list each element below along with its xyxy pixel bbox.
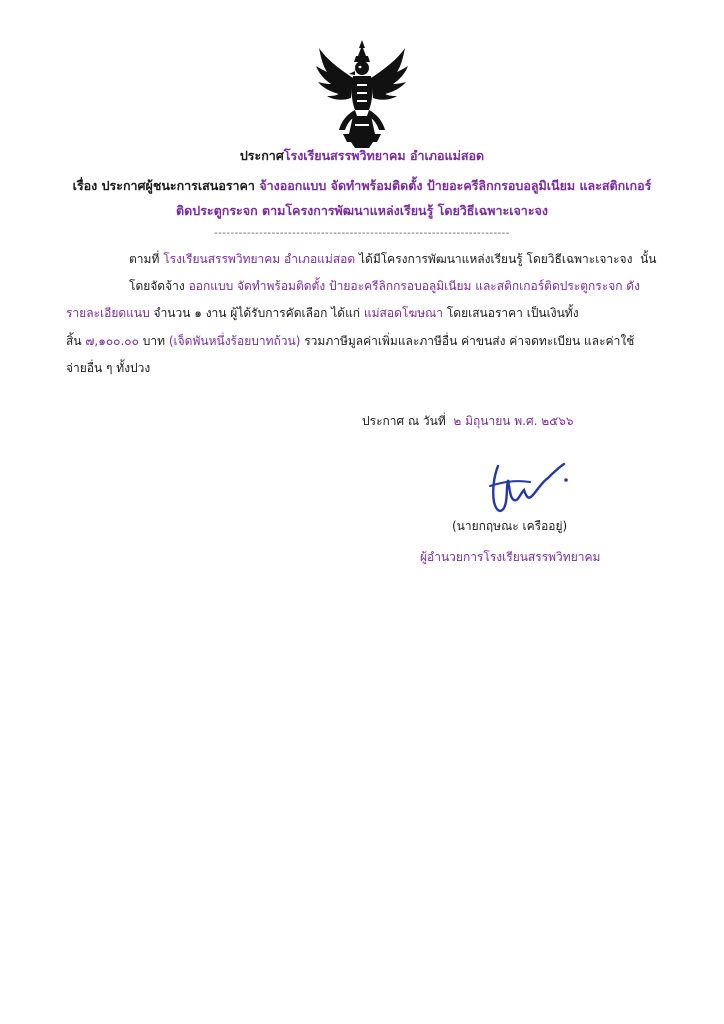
- price-in-words: (เจ็ดพันหนึ่งร้อยบาทถ้วน): [168, 334, 301, 348]
- winner-name: แม่สอดโฆษณา: [363, 306, 444, 320]
- body-text: ได้มีโครงการพัฒนาแหล่งเรียนรู้ โดยวิธีเฉพาะเจาะจง: [358, 252, 633, 266]
- subject-detail: จ้างออกแบบ จัดทำพร้อมติดตั้ง ป้ายอะครีลิกกรอบอลูมิเนียม และสติกเกอร์: [259, 178, 652, 193]
- body-text: สิ้น: [66, 334, 82, 348]
- body-text: นั้น: [640, 252, 657, 266]
- price-amount: ๗,๑๐๐.๐๐: [85, 334, 139, 348]
- body-text: ตามที่: [129, 252, 160, 266]
- subject-line-2: ติดประตูกระจก ตามโครงการพัฒนาแหล่งเรียนรู้ โดยวิธีเฉพาะเจาะจง: [176, 203, 548, 218]
- announce-prefix: ประกาศ ณ วันที่: [362, 414, 446, 428]
- body-line-4: [66, 332, 634, 351]
- body-line-3: [66, 304, 579, 323]
- announce-date: ๒ มิถุนายน พ.ศ. ๒๕๖๖: [453, 414, 574, 428]
- body-line-5: จ่ายอื่น ๆ ทั้งปวง: [66, 361, 151, 375]
- announcement-title: [20, 146, 704, 166]
- body-text: บาท: [142, 334, 166, 348]
- subject-prefix: เรื่อง ประกาศผู้ชนะการเสนอราคา: [72, 178, 255, 193]
- signer-position: ผู้อำนวยการโรงเรียนสรรพวิทยาคม: [420, 550, 601, 564]
- body-text: จำนวน ๑ งาน ผู้ได้รับการคัดเลือก ได้แก่: [153, 306, 361, 320]
- body-text: โดยจัดจ้าง: [129, 279, 185, 293]
- announce-date-line: [362, 412, 573, 431]
- body-line-1: [129, 250, 657, 269]
- body-line-2: [129, 277, 640, 296]
- garuda-emblem-icon: [313, 38, 411, 150]
- separator-line: ------------------------------------------------------------------------: [214, 228, 510, 239]
- body-text: รวมภาษีมูลค่าเพิ่มและภาษีอื่น ค่าขนส่ง ค่าจดทะเบียน และค่าใช้: [304, 334, 635, 348]
- body-attachment: รายละเอียดแนบ: [66, 306, 150, 320]
- handwritten-signature: [486, 456, 576, 518]
- body-work-detail: ออกแบบ จัดทำพร้อมติดตั้ง ป้ายอะครีลิกกรอบอลูมิเนียม และสติกเกอร์ติดประตูกระจก ดัง: [188, 279, 640, 293]
- body-text: โดยเสนอราคา เป็นเงินทั้ง: [446, 306, 579, 320]
- signer-name: (นายกฤษณะ เครืออยู่): [452, 519, 568, 533]
- subject-line-1: [20, 176, 704, 196]
- school-name: โรงเรียนสรรพวิทยาคม อำเภอแม่สอด: [283, 148, 485, 163]
- title-prefix: ประกาศ: [239, 148, 284, 163]
- body-school-name: โรงเรียนสรรพวิทยาคม อำเภอแม่สอด: [163, 252, 356, 266]
